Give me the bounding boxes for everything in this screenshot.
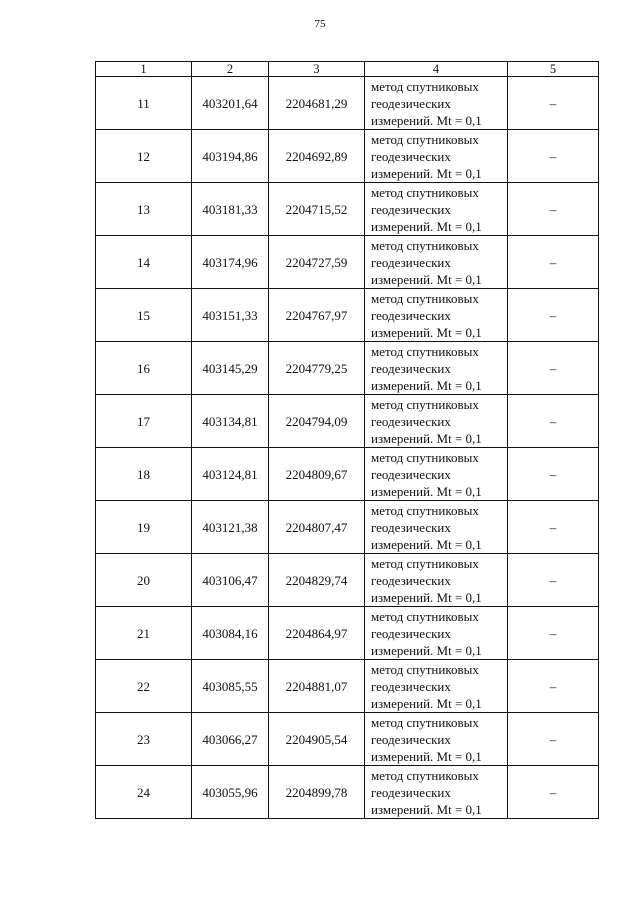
x-coordinate-cell: 403085,55 xyxy=(192,660,269,713)
column-header-2: 2 xyxy=(192,62,269,77)
y-coordinate-cell: 2204727,59 xyxy=(269,236,365,289)
point-number-cell: 19 xyxy=(96,501,192,554)
x-coordinate-cell: 403201,64 xyxy=(192,77,269,130)
note-cell: – xyxy=(508,448,599,501)
method-text-line: геодезических xyxy=(371,731,451,747)
note-cell: – xyxy=(508,660,599,713)
point-number-cell: 18 xyxy=(96,448,192,501)
table-row xyxy=(96,607,599,660)
method-text-line: измерений. Mt = 0,1 xyxy=(371,589,482,605)
method-text-line: измерений. Mt = 0,1 xyxy=(371,536,482,552)
method-text-line: геодезических xyxy=(371,148,451,164)
table-row xyxy=(96,660,599,713)
table-row xyxy=(96,501,599,554)
method-text-line: измерений. Mt = 0,1 xyxy=(371,112,482,128)
note-cell: – xyxy=(508,607,599,660)
note-cell: – xyxy=(508,183,599,236)
point-number-cell: 15 xyxy=(96,289,192,342)
point-number-cell: 11 xyxy=(96,77,192,130)
table-row xyxy=(96,183,599,236)
method-text-line: метод спутниковых xyxy=(371,502,479,518)
point-number-cell: 17 xyxy=(96,395,192,448)
method-text-line: геодезических xyxy=(371,254,451,270)
table-row xyxy=(96,554,599,607)
method-cell xyxy=(365,713,508,766)
method-text-line: метод спутниковых xyxy=(371,767,479,783)
x-coordinate-cell: 403066,27 xyxy=(192,713,269,766)
note-cell: – xyxy=(508,395,599,448)
method-text-line: геодезических xyxy=(371,784,451,800)
method-text-line: геодезических xyxy=(371,360,451,376)
x-coordinate-cell: 403194,86 xyxy=(192,130,269,183)
note-cell: – xyxy=(508,713,599,766)
x-coordinate-cell: 403084,16 xyxy=(192,607,269,660)
method-cell xyxy=(365,448,508,501)
method-text-line: измерений. Mt = 0,1 xyxy=(371,483,482,499)
y-coordinate-cell: 2204829,74 xyxy=(269,554,365,607)
method-text-line: измерений. Mt = 0,1 xyxy=(371,430,482,446)
point-number-cell: 16 xyxy=(96,342,192,395)
column-header-1: 1 xyxy=(96,62,192,77)
method-text-line: метод спутниковых xyxy=(371,78,479,94)
note-cell: – xyxy=(508,501,599,554)
note-cell: – xyxy=(508,289,599,342)
table-row xyxy=(96,130,599,183)
x-coordinate-cell: 403145,29 xyxy=(192,342,269,395)
note-cell: – xyxy=(508,554,599,607)
method-cell xyxy=(365,766,508,819)
method-text-line: геодезических xyxy=(371,519,451,535)
note-cell: – xyxy=(508,236,599,289)
method-text-line: геодезических xyxy=(371,625,451,641)
method-text-line: метод спутниковых xyxy=(371,343,479,359)
y-coordinate-cell: 2204807,47 xyxy=(269,501,365,554)
y-coordinate-cell: 2204809,67 xyxy=(269,448,365,501)
method-text-line: метод спутниковых xyxy=(371,237,479,253)
method-text-line: метод спутниковых xyxy=(371,396,479,412)
coordinates-table xyxy=(95,61,599,819)
y-coordinate-cell: 2204681,29 xyxy=(269,77,365,130)
method-text-line: метод спутниковых xyxy=(371,555,479,571)
column-header-5: 5 xyxy=(508,62,599,77)
x-coordinate-cell: 403106,47 xyxy=(192,554,269,607)
table-row xyxy=(96,77,599,130)
method-cell xyxy=(365,342,508,395)
table-row xyxy=(96,395,599,448)
method-text-line: геодезических xyxy=(371,307,451,323)
y-coordinate-cell: 2204905,54 xyxy=(269,713,365,766)
method-text-line: геодезических xyxy=(371,678,451,694)
x-coordinate-cell: 403121,38 xyxy=(192,501,269,554)
x-coordinate-cell: 403174,96 xyxy=(192,236,269,289)
method-text-line: метод спутниковых xyxy=(371,184,479,200)
method-text-line: геодезических xyxy=(371,201,451,217)
method-text-line: метод спутниковых xyxy=(371,608,479,624)
method-cell xyxy=(365,130,508,183)
method-text-line: измерений. Mt = 0,1 xyxy=(371,695,482,711)
point-number-cell: 23 xyxy=(96,713,192,766)
point-number-cell: 21 xyxy=(96,607,192,660)
note-cell: – xyxy=(508,766,599,819)
method-text-line: измерений. Mt = 0,1 xyxy=(371,218,482,234)
point-number-cell: 12 xyxy=(96,130,192,183)
point-number-cell: 24 xyxy=(96,766,192,819)
method-cell xyxy=(365,77,508,130)
method-cell xyxy=(365,289,508,342)
table-row xyxy=(96,289,599,342)
method-text-line: геодезических xyxy=(371,572,451,588)
method-text-line: метод спутниковых xyxy=(371,661,479,677)
table-row xyxy=(96,766,599,819)
y-coordinate-cell: 2204767,97 xyxy=(269,289,365,342)
method-cell xyxy=(365,395,508,448)
method-text-line: метод спутниковых xyxy=(371,449,479,465)
method-text-line: измерений. Mt = 0,1 xyxy=(371,377,482,393)
point-number-cell: 13 xyxy=(96,183,192,236)
y-coordinate-cell: 2204715,52 xyxy=(269,183,365,236)
x-coordinate-cell: 403151,33 xyxy=(192,289,269,342)
method-cell xyxy=(365,554,508,607)
point-number-cell: 20 xyxy=(96,554,192,607)
x-coordinate-cell: 403124,81 xyxy=(192,448,269,501)
x-coordinate-cell: 403134,81 xyxy=(192,395,269,448)
method-cell xyxy=(365,660,508,713)
table-row xyxy=(96,342,599,395)
column-header-4: 4 xyxy=(365,62,508,77)
y-coordinate-cell: 2204864,97 xyxy=(269,607,365,660)
method-text-line: измерений. Mt = 0,1 xyxy=(371,801,482,817)
method-text-line: измерений. Mt = 0,1 xyxy=(371,165,482,181)
note-cell: – xyxy=(508,342,599,395)
point-number-cell: 22 xyxy=(96,660,192,713)
x-coordinate-cell: 403181,33 xyxy=(192,183,269,236)
column-header-3: 3 xyxy=(269,62,365,77)
table-row xyxy=(96,448,599,501)
method-text-line: метод спутниковых xyxy=(371,290,479,306)
method-cell xyxy=(365,236,508,289)
method-text-line: измерений. Mt = 0,1 xyxy=(371,642,482,658)
note-cell: – xyxy=(508,130,599,183)
table-header-row xyxy=(96,62,599,77)
method-text-line: метод спутниковых xyxy=(371,714,479,730)
method-text-line: измерений. Mt = 0,1 xyxy=(371,748,482,764)
point-number-cell: 14 xyxy=(96,236,192,289)
page-number: 75 xyxy=(314,18,326,30)
x-coordinate-cell: 403055,96 xyxy=(192,766,269,819)
table-row xyxy=(96,236,599,289)
y-coordinate-cell: 2204779,25 xyxy=(269,342,365,395)
method-text-line: измерений. Mt = 0,1 xyxy=(371,271,482,287)
method-text-line: измерений. Mt = 0,1 xyxy=(371,324,482,340)
method-cell xyxy=(365,183,508,236)
method-cell xyxy=(365,607,508,660)
method-text-line: геодезических xyxy=(371,413,451,429)
y-coordinate-cell: 2204881,07 xyxy=(269,660,365,713)
y-coordinate-cell: 2204692,89 xyxy=(269,130,365,183)
note-cell: – xyxy=(508,77,599,130)
y-coordinate-cell: 2204899,78 xyxy=(269,766,365,819)
method-text-line: метод спутниковых xyxy=(371,131,479,147)
y-coordinate-cell: 2204794,09 xyxy=(269,395,365,448)
method-text-line: геодезических xyxy=(371,466,451,482)
table-body xyxy=(96,77,599,819)
method-text-line: геодезических xyxy=(371,95,451,111)
table-row xyxy=(96,713,599,766)
method-cell xyxy=(365,501,508,554)
